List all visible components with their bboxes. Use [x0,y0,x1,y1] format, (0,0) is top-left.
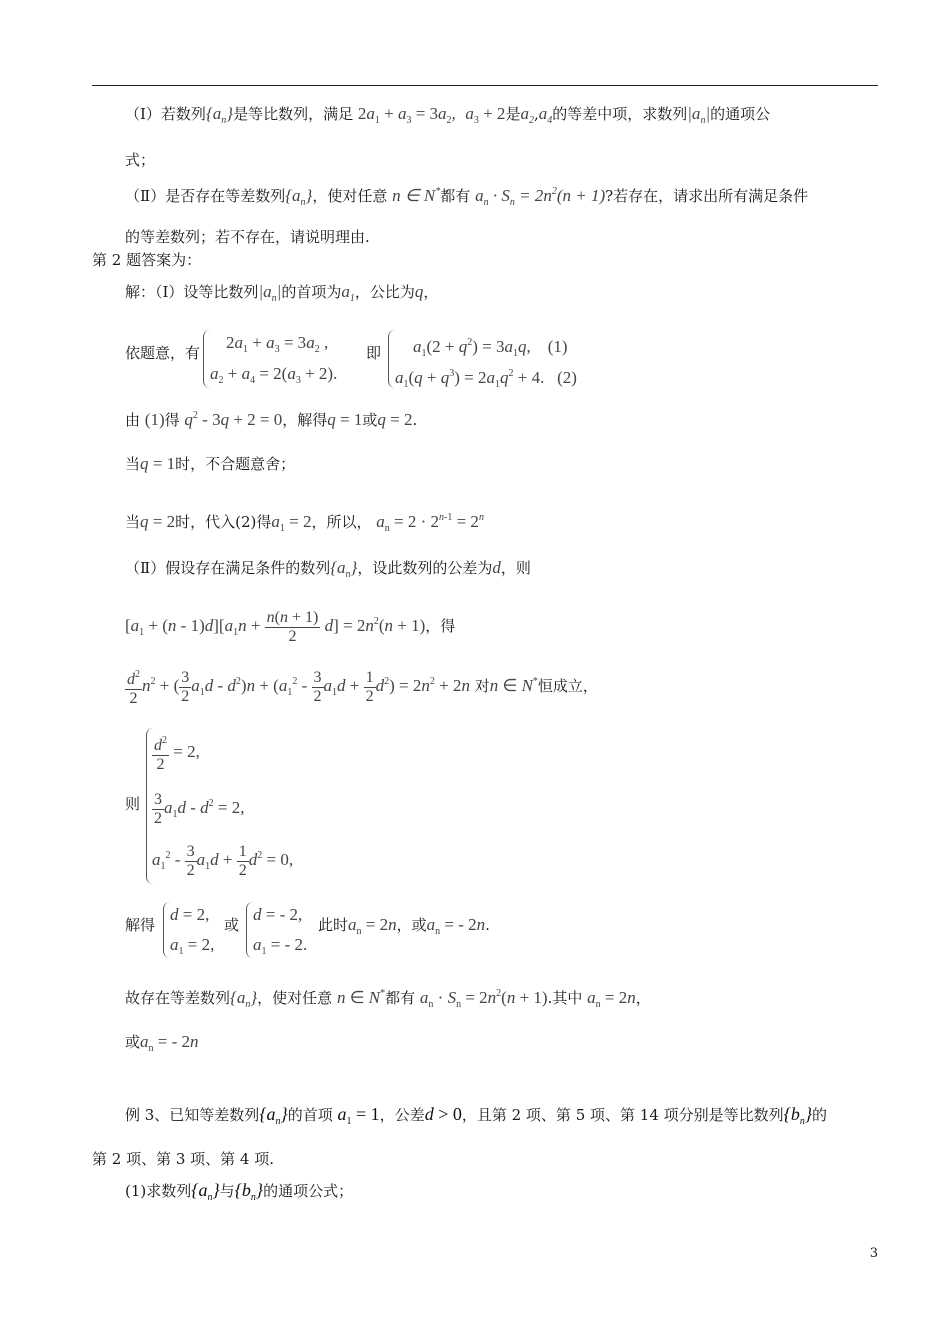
brace [203,330,210,388]
answer2-step6: （Ⅱ）假设存在满足条件的数列$\{a_n\}$，设此数列的公差为d，则 [125,558,531,580]
answer2-heading: 第 2 题答案为： [92,251,202,269]
brace [388,330,395,388]
problem2-part2: （Ⅱ）是否存在等差数列$\{a_n\}$，使对任意 n ∈ N*都有 $a_n \cdot S_n = 2n^2(n + 1)$?若存在，请求出所有满足条件 [125,186,809,208]
answer2-step8: $\frac{d^2}{2}$ $n^2$ + ( $\frac{3}{2}$ $a_1d - d^2)n + (a_1^2$ - $\frac{3}{2}$ $a_1d$ + $\frac{1}{2}$ $d^2) = 2n^2 + 2n$ 对n ∈ N*恒成立， [125,660,598,715]
equation-system-line: $a_1 = 2$, [170,935,215,957]
equation-system-line: $2a_1 + a_3 = 3a_2$ , [226,333,329,355]
equation-system-line: d = - 2, [253,905,303,924]
answer2-step2-ji: 即 [366,344,382,362]
equation-system-line: $\frac{3}{2}$ $a_1d - d^2 = 2$, [154,790,245,827]
equation-system-line: $a_1$ = - 2. [253,935,308,957]
answer2-step9-label: 则 [125,795,141,813]
answer2-step4: 当q = 1时，不合题意舍； [125,454,296,473]
answer2-step5: 当q = 2时，代入(2)得$a_1 = 2$，所以， $a_n = 2 \cdot 2^{n-1} = 2^n$ [125,512,484,534]
equation-system-line: d = 2, [170,905,210,924]
problem2-part1: （Ⅰ）若数列$\{a_n\}$是等比数列，满足 $2a_1 + a_3 = 3a_2$, $a_3 + 2$是$a_2,a_4$的等差中项，求数列$|a_n|$的通项公 [125,104,771,126]
answer2-step7: $[a_1 + (n - 1)d][a_1n$ + $\frac{n(n + 1)}{2}$ $d] = 2n^2(n + 1)$，得 [125,608,456,645]
answer2-step10-label: 解得 [125,916,156,934]
answer2-step12: 或$a_n$ = - 2n [125,1032,199,1054]
equation-system-line: $a_1^2$ - $\frac{3}{2}$ $a_1d$ + $\frac{1}{2}$ $d^2 = 0$, [152,842,294,879]
problem2-part2-cont: 的等差数列；若不存在，请说明理由. [125,228,370,246]
example3-line2: 第 2 项、第 3 项、第 4 项. [92,1150,275,1168]
answer2-step11: 故存在等差数列$\{a_n\}$，使对任意 n ∈ N*都有 $a_n \cdot S_n = 2n^2(n + 1)$.其中 $a_n = 2n$， [125,988,651,1010]
answer2-step2-label: 依题意，有 [125,344,201,362]
equation-system-line: $a_1(2 + q^2) = 3a_1q$, (1) [413,337,568,359]
brace [246,902,253,958]
equation-system-line: $a_1(q + q^3) = 2a_1q^2 + 4$. (2) [395,368,577,390]
equation-system-line: $\frac{d^2}{2}$ = 2, [152,730,200,774]
example3-line3: (1)求数列$\{a_n\}$与$\{b_n\}$的通项公式； [125,1180,354,1203]
answer2-step3: 由 (1)得 $q^2 - 3q + 2 = 0$，解得q = 1或q = 2. [125,410,418,429]
problem2-part1-cont: 式； [125,151,156,169]
brace [163,902,170,958]
example3-line1: 例 3、已知等差数列$\{a_n\}$的首项 $a_1 = 1$，公差d > 0，且第 2 项、第 5 项、第 14 项分别是等比数列$\{b_n\}$的 [125,1104,828,1127]
equation-system-line: $a_2 + a_4 = 2(a_3 + 2)$. [210,364,338,386]
answer2-step1: 解：（Ⅰ）设等比数列$|a_n|$的首项为$a_1$，公比为q， [125,282,439,304]
answer2-step10-or: 或 [224,916,240,934]
page-number: 3 [869,1246,878,1261]
answer2-step10-result: 此时$a_n = 2n$，或$a_n$ = - 2n. [318,915,490,937]
header-rule [92,85,878,86]
